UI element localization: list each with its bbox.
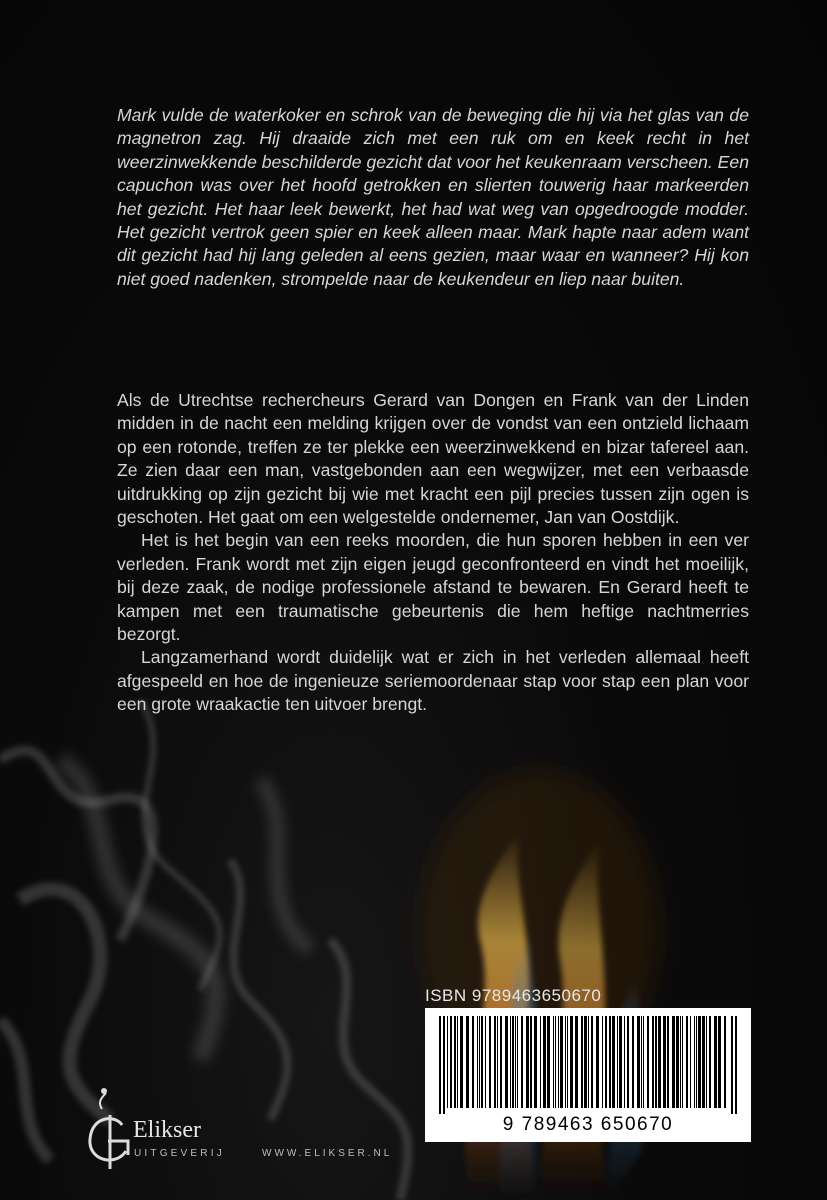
barcode-bar <box>505 1016 508 1108</box>
barcode-bar <box>680 1016 681 1108</box>
barcode-bar <box>570 1016 573 1108</box>
barcode-bar <box>489 1016 491 1108</box>
barcode-bar <box>632 1016 634 1108</box>
barcode-bar <box>472 1016 474 1108</box>
barcode-bar <box>602 1016 603 1108</box>
barcode-bar <box>724 1016 726 1108</box>
barcode-bar <box>450 1016 452 1108</box>
barcode-bar <box>534 1016 537 1108</box>
barcode-bar <box>497 1016 498 1108</box>
barcode-bar <box>517 1016 518 1108</box>
barcode-bar <box>515 1016 516 1108</box>
barcode-bar <box>466 1016 469 1108</box>
barcode-bar <box>667 1016 669 1108</box>
barcode <box>425 1008 751 1142</box>
barcode-bar <box>547 1016 550 1108</box>
barcode-bar <box>647 1016 649 1108</box>
blurb-paragraph-2: Het is het begin van een reeks moorden, die hun sporen hebben in een ver verleden. Frank wordt met zijn eigen jeugd geconfronteerd en vindt het moeilijk, bij deze zaak, de nodige professionele afstand te bewaren. En Gerard heeft te kampen met een traumatische gebeurtenis die hem heftige nachtmerries bezorgt. <box>117 530 749 645</box>
barcode-guard-bar <box>439 1016 441 1114</box>
barcode-bar <box>477 1016 478 1108</box>
teaser-paragraph: Mark vulde de waterkoker en schrok van de beweging die hij via het glas van de magnetron zag. Hij draaide zich met een ruk om en keek recht in het weerzinwekkende beschilderde gezicht dat voor het keukenraam verscheen. Een capuchon was over het hoofd getrokken en slierten touwerig haar markeerden het gezicht. Het haar leek bewerkt, het had wat weg van opgedroogde modder. Het gezicht vertrok geen spier en keek alleen maar. Mark hapte naar adem want dit gezicht had hij lang geleden al eens gezien, maar waar en wanneer? Hij kon niet goed nadenken, strompelde naar de keukendeur en liep naar buiten. <box>117 105 749 289</box>
barcode-bar <box>698 1016 701 1108</box>
book-blurb <box>117 389 749 717</box>
barcode-bar <box>558 1016 559 1108</box>
publisher-subtitle: UITGEVERIJ <box>134 1148 225 1159</box>
barcode-bar <box>663 1016 666 1108</box>
barcode-bar <box>619 1016 622 1108</box>
barcode-bar <box>609 1016 611 1108</box>
barcode-bar <box>567 1016 568 1108</box>
barcode-bar <box>565 1016 566 1108</box>
blurb-paragraph-3: Langzamerhand wordt duidelijk wat er zich in het verleden allemaal heeft afgespeeld en hoe de ingenieuze seriemoordenaar stap voor stap een plan voor een grote wraakactie ten uitvoer brengt. <box>117 647 749 715</box>
barcode-bar <box>637 1016 640 1108</box>
barcode-bar <box>682 1016 683 1108</box>
barcode-bar <box>641 1016 642 1108</box>
barcode-bar <box>676 1016 679 1108</box>
barcode-bar <box>543 1016 546 1108</box>
publisher-name: Elikser <box>133 1117 201 1143</box>
barcode-bar <box>512 1016 514 1108</box>
barcode-bars <box>435 1016 741 1114</box>
barcode-bar <box>696 1016 697 1108</box>
barcode-guard-bar <box>731 1016 733 1114</box>
barcode-guard-bar <box>735 1016 737 1114</box>
barcode-bar <box>521 1016 523 1108</box>
barcode-bar <box>655 1016 657 1108</box>
barcode-bar <box>686 1016 688 1108</box>
barcode-bar <box>500 1016 502 1108</box>
barcode-bar <box>526 1016 529 1108</box>
barcode-bar <box>460 1016 463 1108</box>
barcode-bar <box>624 1016 625 1108</box>
barcode-bar <box>643 1016 644 1108</box>
barcode-bar <box>581 1016 583 1108</box>
barcode-bar <box>575 1016 578 1108</box>
barcode-bar <box>694 1016 695 1108</box>
barcode-bar <box>706 1016 707 1108</box>
barcode-bar <box>447 1016 448 1108</box>
barcode-bar <box>627 1016 629 1108</box>
teaser-excerpt <box>117 104 749 291</box>
isbn-label: ISBN 9789463650670 <box>425 986 602 1005</box>
barcode-bar <box>485 1016 486 1108</box>
publisher-website: WWW.ELIKSER.NL <box>262 1148 393 1159</box>
barcode-bar <box>617 1016 618 1108</box>
barcode-bar <box>658 1016 661 1108</box>
barcode-bar <box>530 1016 532 1108</box>
barcode-digits: 9 789463 650670 <box>502 1114 674 1135</box>
barcode-bar <box>555 1016 556 1108</box>
barcode-bar <box>457 1016 458 1108</box>
barcode-bar <box>596 1016 599 1108</box>
blurb-paragraph-1: Als de Utrechtse rechercheurs Gerard van Dongen en Frank van der Linden midden in de nacht een melding krijgen over de vondst van een ontzield lichaam op een rotonde, treffen ze ter plekke een weerzinwekkend en bizar tafereel aan. Ze zien daar een man, vastgebonden aan een wegwijzer, met een verbaasde uitdrukking op zijn gezicht bij wie met kracht een pijl precies tussen zijn ogen is geschoten. Het gaat om een welgestelde ondernemer, Jan van Oostdijk. <box>117 390 749 528</box>
barcode-bar <box>540 1016 541 1108</box>
barcode-bar <box>702 1016 705 1108</box>
barcode-bar <box>652 1016 654 1108</box>
barcode-bar <box>588 1016 589 1108</box>
barcode-bar <box>553 1016 554 1108</box>
barcode-bar <box>479 1016 480 1108</box>
barcode-bar <box>584 1016 587 1108</box>
barcode-guard-bar <box>443 1016 445 1114</box>
barcode-bar <box>494 1016 496 1108</box>
barcode-bar <box>690 1016 691 1108</box>
barcode-bar <box>591 1016 593 1108</box>
barcode-bar <box>560 1016 563 1108</box>
barcode-bar <box>510 1016 511 1108</box>
barcode-bar <box>709 1016 711 1108</box>
barcode-bar <box>718 1016 721 1108</box>
barcode-bar <box>481 1016 483 1108</box>
barcode-bar <box>605 1016 607 1108</box>
barcode-bar <box>612 1016 615 1108</box>
barcode-bar <box>714 1016 717 1108</box>
barcode-bar <box>672 1016 675 1108</box>
barcode-bar <box>454 1016 456 1108</box>
